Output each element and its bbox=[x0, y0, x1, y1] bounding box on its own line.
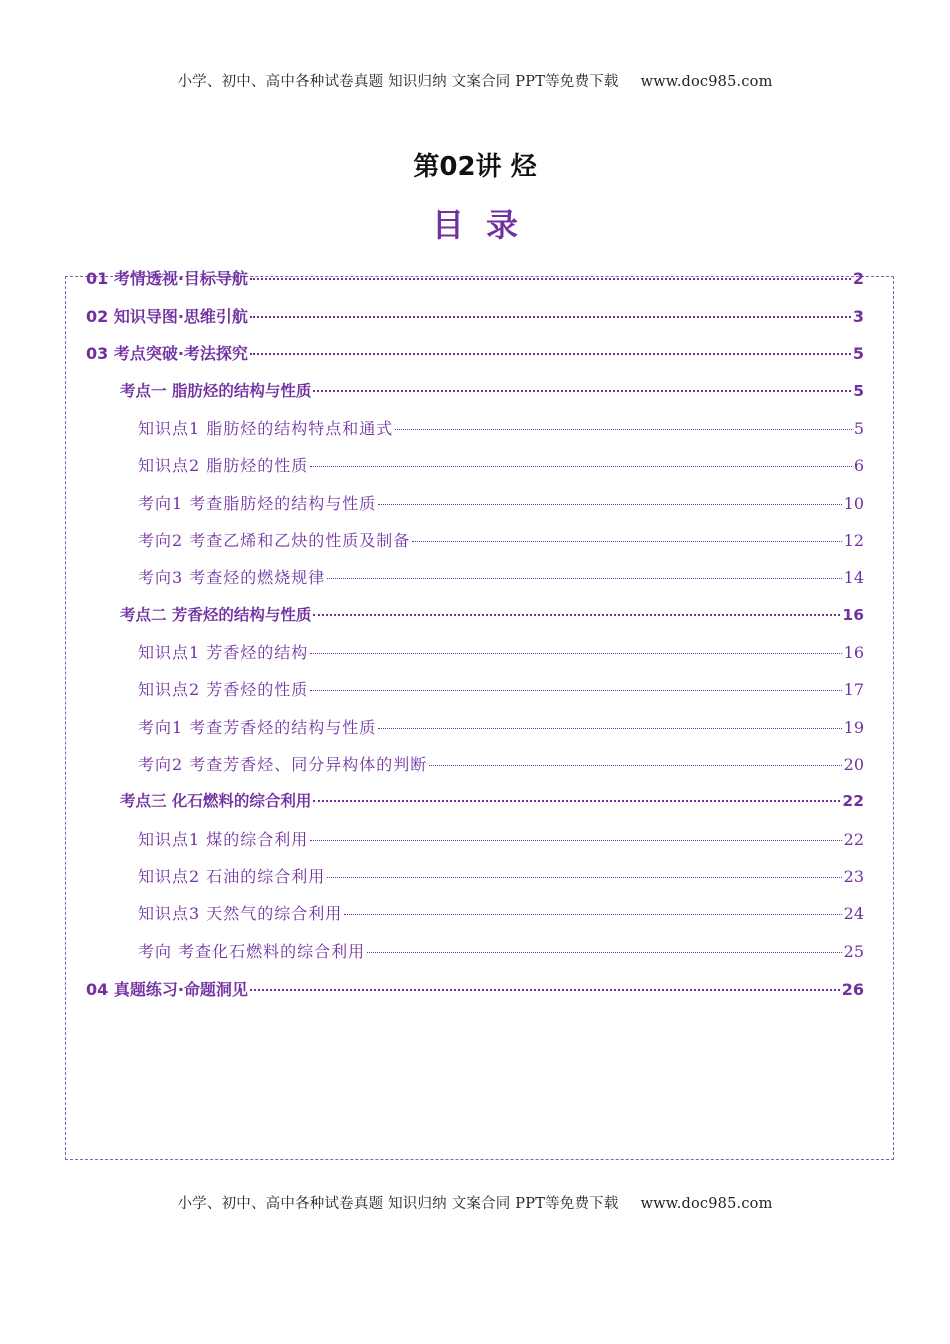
toc-entry[interactable]: 知识点1 脂肪烃的结构特点和通式 5 bbox=[138, 419, 864, 438]
toc-entry[interactable]: 知识点1 煤的综合利用 22 bbox=[138, 830, 864, 849]
banner-site-link[interactable]: www.doc985.com bbox=[640, 74, 773, 90]
toc-entry[interactable]: 04 真题练习·命题洞见 26 bbox=[86, 980, 864, 999]
leader-dots bbox=[367, 952, 842, 953]
leader-dots bbox=[250, 989, 840, 991]
leader-dots bbox=[378, 728, 841, 729]
toc-entry[interactable]: 知识点3 天然气的综合利用 24 bbox=[138, 904, 864, 923]
banner-site-link[interactable]: www.doc985.com bbox=[640, 1196, 773, 1212]
document-title: 第02讲 烃 bbox=[413, 152, 537, 182]
leader-dots bbox=[395, 429, 852, 430]
leader-dots bbox=[327, 877, 841, 878]
toc-entry[interactable]: 考点二 芳香烃的结构与性质 16 bbox=[120, 606, 864, 624]
leader-dots bbox=[344, 914, 841, 915]
toc-entry[interactable]: 考向 考查化石燃料的综合利用 25 bbox=[138, 942, 864, 961]
toc-entry[interactable]: 考向2 考查乙烯和乙炔的性质及制备 12 bbox=[138, 531, 864, 550]
toc-entry[interactable]: 03 考点突破·考法探究 5 bbox=[86, 344, 864, 363]
leader-dots bbox=[250, 353, 851, 355]
header-banner bbox=[0, 70, 950, 91]
leader-dots bbox=[313, 390, 851, 392]
leader-dots bbox=[310, 653, 841, 654]
leader-dots bbox=[310, 690, 841, 691]
toc-entry[interactable]: 考点一 脂肪烃的结构与性质 5 bbox=[120, 382, 864, 400]
toc-entry[interactable]: 知识点2 脂肪烃的性质 6 bbox=[138, 456, 864, 475]
leader-dots bbox=[313, 800, 840, 802]
toc-entry[interactable]: 考向3 考查烃的燃烧规律 14 bbox=[138, 568, 864, 587]
toc-entry[interactable]: 02 知识导图·思维引航 3 bbox=[86, 307, 864, 326]
banner-text: 小学、初中、高中各种试卷真题 知识归纳 文案合同 PPT等免费下载 bbox=[177, 1196, 619, 1212]
toc-entry[interactable]: 01 考情透视·目标导航 2 bbox=[86, 269, 864, 288]
leader-dots bbox=[310, 466, 852, 467]
toc-entry[interactable]: 考向1 考查芳香烃的结构与性质 19 bbox=[138, 718, 864, 737]
leader-dots bbox=[250, 316, 851, 318]
toc-entry[interactable]: 考向1 考查脂肪烃的结构与性质 10 bbox=[138, 494, 864, 513]
banner-text: 小学、初中、高中各种试卷真题 知识归纳 文案合同 PPT等免费下载 bbox=[177, 74, 619, 90]
toc-entry[interactable]: 知识点1 芳香烃的结构 16 bbox=[138, 643, 864, 662]
toc-entry[interactable]: 考点三 化石燃料的综合利用 22 bbox=[120, 792, 864, 810]
toc-entry[interactable]: 考向2 考查芳香烃、同分异构体的判断 20 bbox=[138, 755, 864, 774]
leader-dots bbox=[378, 504, 841, 505]
leader-dots bbox=[310, 840, 841, 841]
footer-banner bbox=[0, 1192, 950, 1213]
toc-heading: 目录 bbox=[431, 206, 540, 244]
leader-dots bbox=[313, 614, 840, 616]
toc-entry[interactable]: 知识点2 石油的综合利用 23 bbox=[138, 867, 864, 886]
leader-dots bbox=[412, 541, 841, 542]
toc-entry[interactable]: 知识点2 芳香烃的性质 17 bbox=[138, 680, 864, 699]
leader-dots bbox=[327, 578, 841, 579]
leader-dots bbox=[250, 278, 851, 280]
leader-dots bbox=[429, 765, 841, 766]
